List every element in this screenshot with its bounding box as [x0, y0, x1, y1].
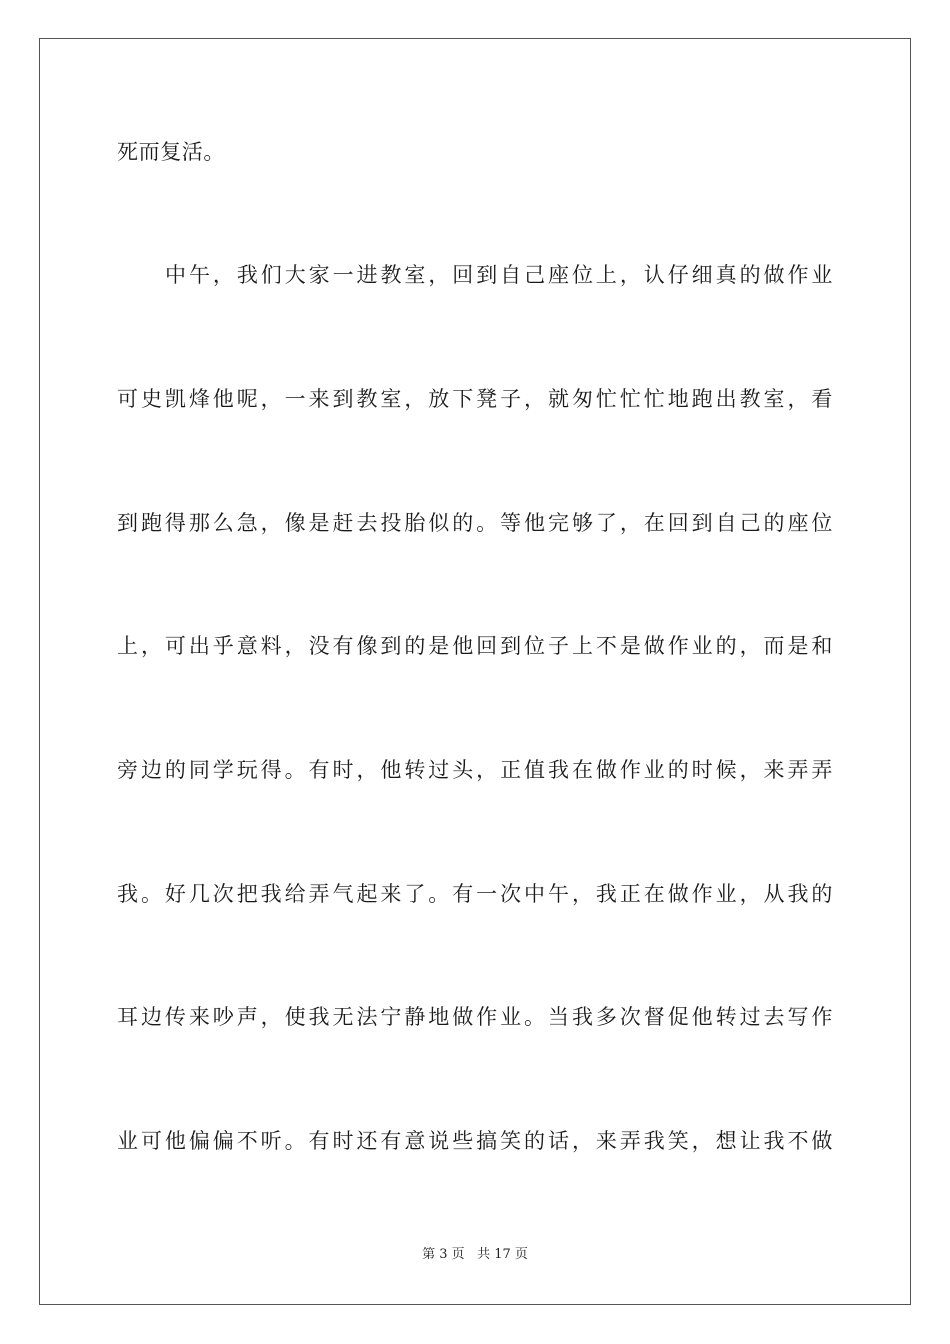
text-line-8: 耳边传来吵声，使我无法宁静地做作业。当我多次督促他转过去写作 [117, 1005, 833, 1029]
text-line-3: 可史凯烽他呢，一来到教室，放下凳子，就匆忙忙忙地跑出教室，看 [117, 387, 833, 411]
page-footer [0, 1246, 950, 1264]
text-line-2: 中午，我们大家一进教室，回到自己座位上，认仔细真的做作业 [165, 263, 833, 287]
page-total: 共 17 页 [477, 1247, 528, 1262]
text-line-4: 到跑得那么急，像是赶去投胎似的。等他完够了，在回到自己的座位 [117, 511, 833, 535]
text-line-5: 上，可出乎意料，没有像到的是他回到位子上不是做作业的，而是和 [117, 634, 833, 658]
page-border [39, 38, 911, 1305]
text-line-1: 死而复活。 [117, 140, 225, 164]
page-number: 第 3 页 [422, 1247, 465, 1262]
text-line-7: 我。好几次把我给弄气起来了。有一次中午，我正在做作业，从我的 [117, 882, 833, 906]
text-line-6: 旁边的同学玩得。有时，他转过头，正值我在做作业的时候，来弄弄 [117, 758, 833, 782]
text-line-9: 业可他偏偏不听。有时还有意说些搞笑的话，来弄我笑，想让我不做 [117, 1129, 833, 1153]
